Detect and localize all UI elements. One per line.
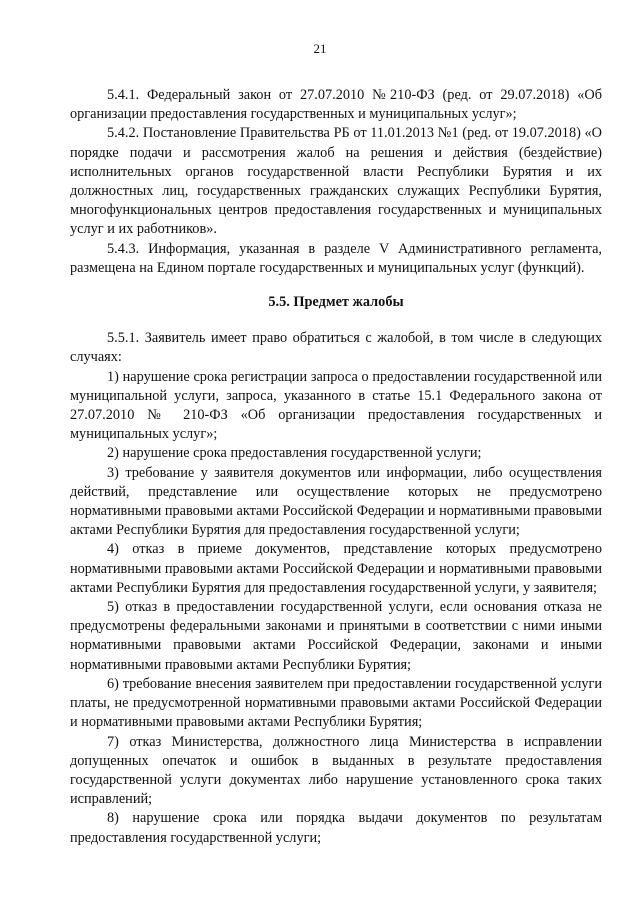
paragraph-5-4-2: 5.4.2. Постановление Правительства РБ от 11.01.2013 №1 (ред. от 19.07.2018) «О порядке подачи и рассмотрения жалоб на решения и действия (бездействие) исполнительных органов государственной власти Республики Бурятия и их должностных лиц, государственных гражданских служащих Республики Бурятия, многофункциональных центров предоставления государственных и муниципальных услуг и их работников». (70, 125, 602, 238)
paragraph-5-4-3: 5.4.3. Информация, указанная в разделе V Административного регламента, размещена на Едином портале государственных и муниципальных услуг (функций). (70, 240, 602, 276)
list-item-case-2: 2) нарушение срока предоставления государственной услуги; (107, 445, 482, 462)
list-item-case-4: 4) отказ в приеме документов, представление которых предусмотрено нормативными правовыми актами Российской Федерации и нормативными правовыми актами Республики Бурятия для предоставления государственной услуги, у заявителя; (70, 541, 602, 596)
list-item-case-6: 6) требование внесения заявителем при предоставлении государственной услуги платы, не предусмотренной нормативными правовыми актами Российской Федерации и нормативными правовыми актами Республики Бурятия; (70, 675, 602, 731)
section-heading: 5.5. Предмет жалобы (268, 294, 404, 311)
list-item-case-7: 7) отказ Министерства, должностного лица Министерства в исправлении допущенных опечаток и ошибок в выданных в результате предоставления государственной услуги документах либо нарушение установленного срока таких исправлений; (70, 733, 602, 808)
document-body (70, 86, 602, 848)
list-item-case-5: 5) отказ в предоставлении государственной услуги, если основания отказа не предусмотрены федеральными законами и принятыми в соответствии с ними иными нормативными правовыми актами Российской Федерации, законами и иными нормативными правовыми актами Республики Бурятия; (70, 599, 602, 673)
paragraph-5-4-1: 5.4.1. Федеральный закон от 27.07.2010 №210-ФЗ (ред. от 29.07.2018) «Об организации предоставления государственных и муниципальных услуг»; (70, 87, 602, 123)
list-item-case-3: 3) требование у заявителя документов или информации, либо осуществления действий, представление или осуществление которых не предусмотрено нормативными правовыми актами Российской Федерации и нормативными правовыми актами Республики Бурятия для предоставления государственной услуги; (70, 464, 602, 539)
paragraph-5-5-1: 5.5.1. Заявитель имеет право обратиться с жалобой, в том числе в следующих случаях: (70, 330, 602, 366)
page-number: 21 (313, 41, 327, 56)
list-item-case-1: 1) нарушение срока регистрации запроса о предоставлении государственной или муниципальной услуги, запроса, указанного в статье 15.1 Федерального закона от 27.07.2010 № 210-ФЗ «Об организации предоставления государственных и муниципальных услуг»; (70, 368, 602, 443)
list-item-case-8: 8) нарушение срока или порядка выдачи документов по результатам предоставления государственной услуги; (70, 810, 602, 846)
